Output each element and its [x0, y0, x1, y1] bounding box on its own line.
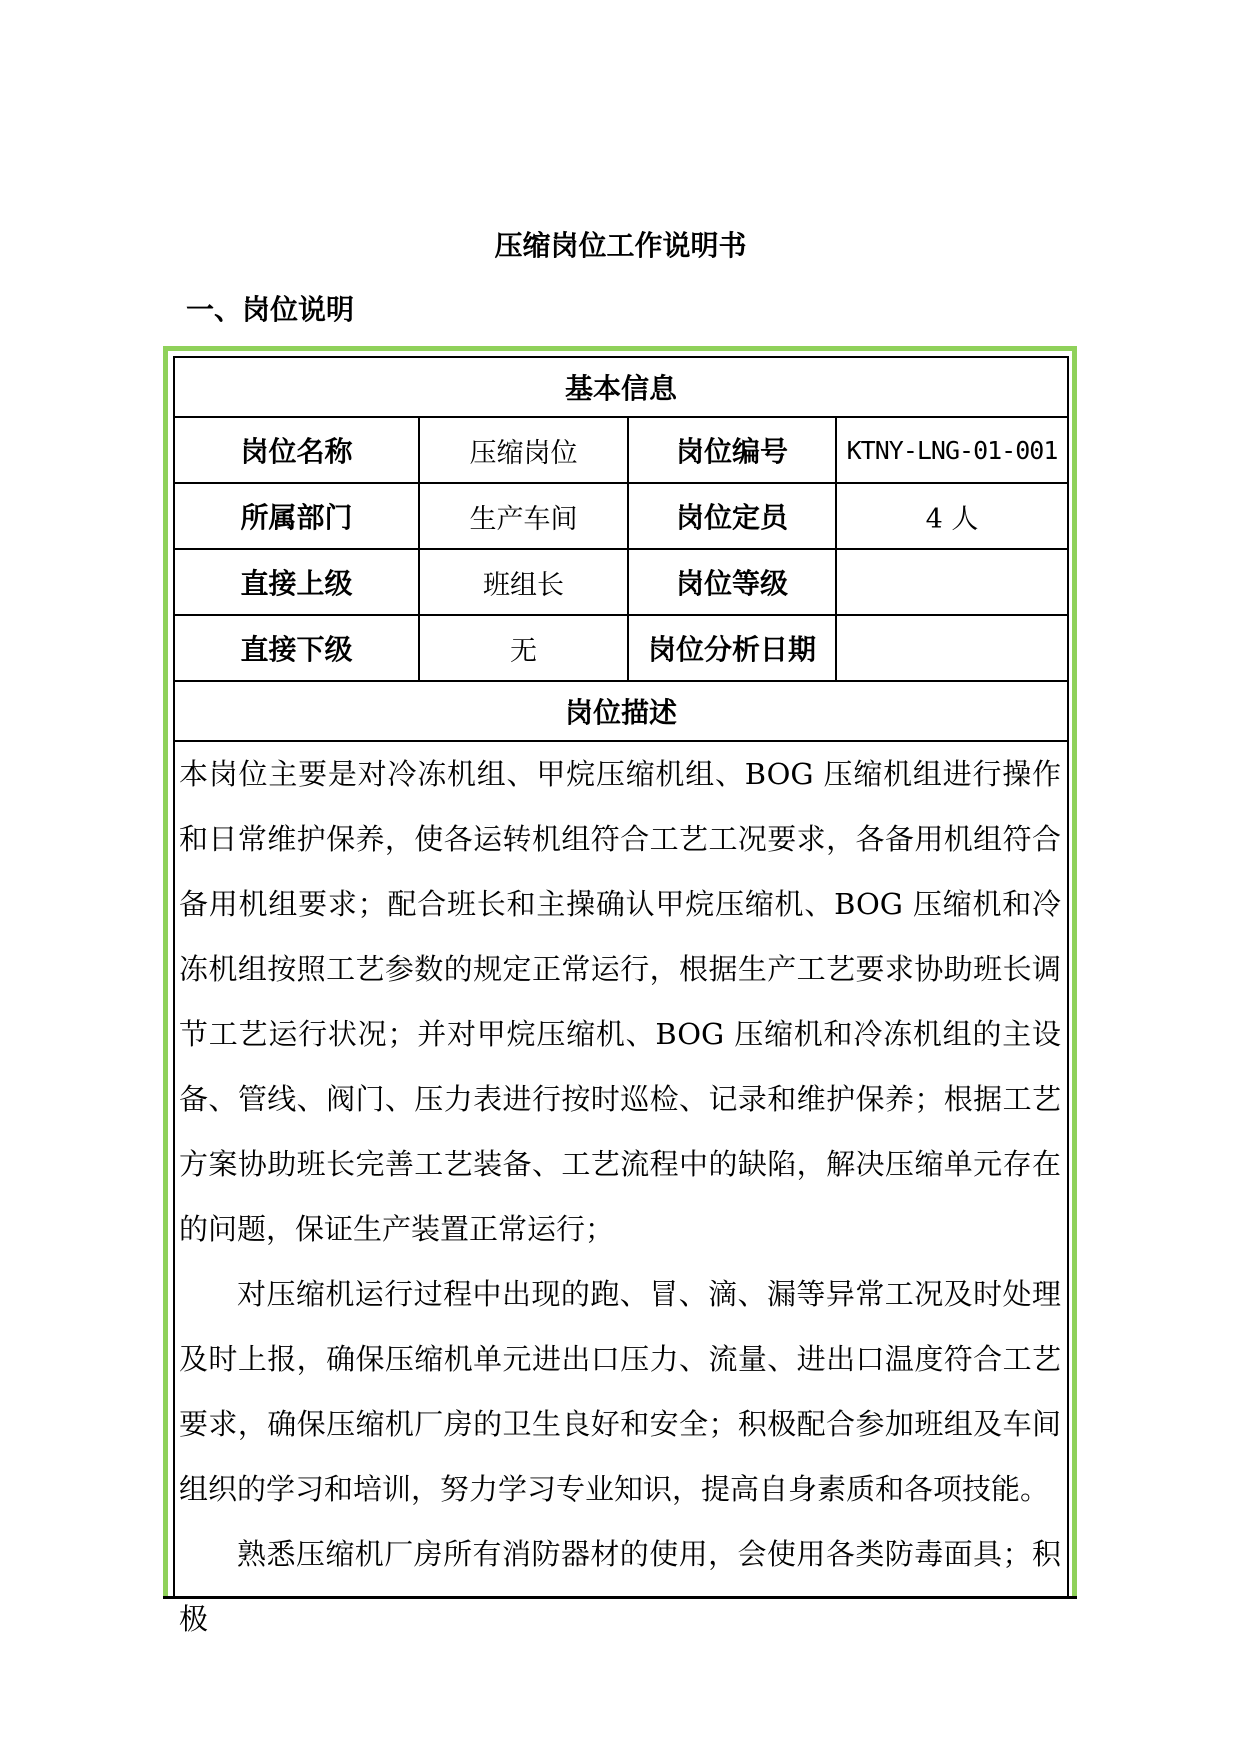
direct-superior-value: 班组长 — [419, 549, 628, 615]
document-title: 压缩岗位工作说明书 — [494, 229, 747, 262]
job-code-label: 岗位编号 — [628, 417, 836, 483]
job-name-label: 岗位名称 — [175, 417, 419, 483]
department-value: 生产车间 — [419, 483, 628, 549]
job-grade-value — [836, 549, 1067, 615]
job-description-frame — [163, 346, 1077, 1636]
job-description-table — [173, 356, 1069, 1636]
job-code-value: KTNY-LNG-01-001 — [836, 417, 1067, 483]
analysis-date-label: 岗位分析日期 — [628, 615, 836, 681]
job-name-value: 压缩岗位 — [419, 417, 628, 483]
direct-subordinate-value: 无 — [419, 615, 628, 681]
table-row — [175, 483, 1067, 549]
description-paragraph: 本岗位主要是对冷冻机组、甲烷压缩机组、BOG 压缩机组进行操作和日常维护保养，使各运转机组符合工艺工况要求，各备用机组符合备用机组要求；配合班长和主操确认甲烷压缩机、BOG 压缩机和冷冻机组按照工艺参数的规定正常运行，根据生产工艺要求协助班长调节工艺运行状况；并对甲烷压缩机、BOG 压缩机和冷冻机组的主设备、管线、阀门、压力表进行按时巡检、记录和维护保养；根据工艺方案协助班长完善工艺装备、工艺流程中的缺陷，解决压缩单元存在的问题，保证生产装置正常运行； — [179, 757, 1061, 1246]
job-description-body — [175, 742, 1067, 1652]
table-row — [175, 615, 1067, 681]
analysis-date-value — [836, 615, 1067, 681]
table-row — [175, 549, 1067, 615]
section-heading: 一、岗位说明 — [186, 293, 355, 326]
table-bottom-rule — [163, 1596, 1077, 1599]
department-label: 所属部门 — [175, 483, 419, 549]
direct-superior-label: 直接上级 — [175, 549, 419, 615]
description-paragraph: 对压缩机运行过程中出现的跑、冒、滴、漏等异常工况及时处理及时上报，确保压缩机单元进出口压力、流量、进出口温度符合工艺要求，确保压缩机厂房的卫生良好和安全；积极配合参加班组及车间组织的学习和培训，努力学习专业知识，提高自身素质和各项技能。 — [179, 1277, 1061, 1506]
table-row — [175, 417, 1067, 483]
job-description-header: 岗位描述 — [175, 681, 1067, 741]
description-paragraph: 熟悉压缩机厂房所有消防器材的使用，会使用各类防毒面具；积极 — [179, 1537, 1061, 1636]
direct-subordinate-label: 直接下级 — [175, 615, 419, 681]
basic-info-header: 基本信息 — [175, 358, 1067, 417]
headcount-label: 岗位定员 — [628, 483, 836, 549]
basic-info-table — [175, 358, 1067, 742]
job-grade-label: 岗位等级 — [628, 549, 836, 615]
headcount-value: 4 人 — [836, 483, 1067, 549]
